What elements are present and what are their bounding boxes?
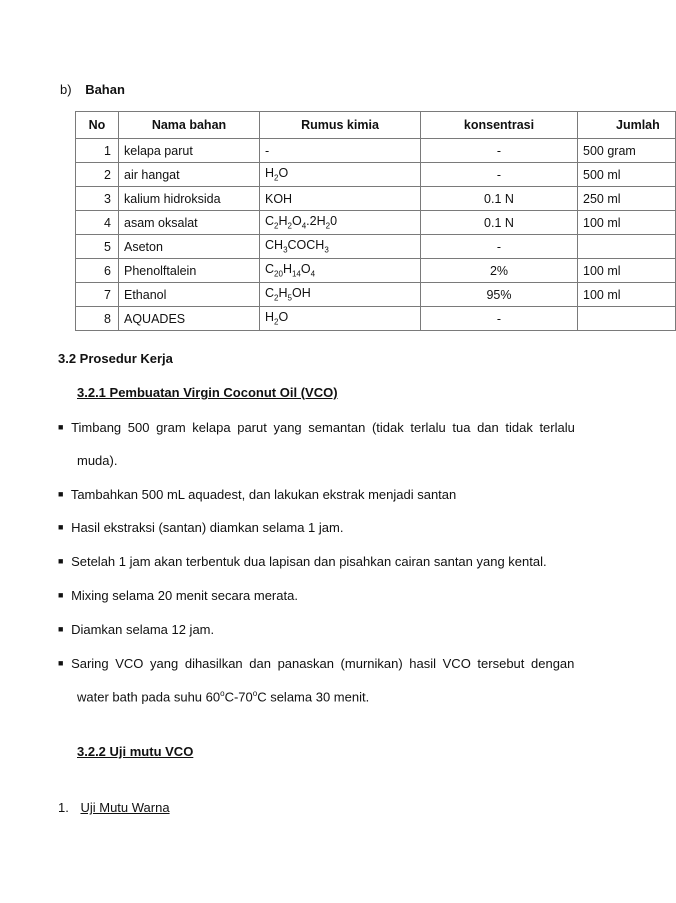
cell-jumlah: 100 ml [578, 283, 676, 307]
numbered-item-1 [58, 800, 170, 815]
step-1 [58, 420, 575, 435]
cell-nama: air hangat [119, 163, 260, 187]
cell-no: 8 [76, 307, 119, 331]
bahan-table [75, 111, 676, 331]
cell-jumlah: 250 ml [578, 187, 676, 211]
cell-kons: - [421, 163, 578, 187]
subheading-uji-mutu: 3.2.2 Uji mutu VCO [77, 744, 194, 759]
step-text: Tambahkan 500 mL aquadest, dan lakukan ekstrak menjadi santan [70, 487, 457, 502]
step-text: Saring VCO yang dihasilkan dan panaskan (murnikan) hasil VCO tersebut dengan [71, 656, 575, 671]
table-header-row [76, 112, 676, 139]
cell-no: 1 [76, 139, 119, 163]
step-5 [58, 588, 298, 603]
cell-kons: 0.1 N [421, 187, 578, 211]
bullet-icon: ■ [58, 422, 64, 432]
cell-kons: 2% [421, 259, 578, 283]
cell-rumus: $H_2O$ [260, 163, 421, 187]
cell-kons: - [421, 139, 578, 163]
header-no: No [76, 112, 119, 139]
step-7-cont: water bath pada suhu 60$^o$C-70$^o$C selama 30 menit. [77, 689, 370, 705]
cell-nama: AQUADES [119, 307, 260, 331]
bullet-icon: ■ [58, 556, 64, 566]
table-row [76, 283, 676, 307]
cell-rumus: KOH [260, 187, 421, 211]
subheading-vco: 3.2.1 Pembuatan Virgin Coconut Oil (VCO) [77, 385, 338, 400]
cell-kons: - [421, 307, 578, 331]
step-1-cont: muda). [77, 453, 118, 468]
table-row [76, 235, 676, 259]
step-6 [58, 622, 214, 637]
table-row [76, 211, 676, 235]
cell-rumus: $C_2H_2O_4.2H_20$ [260, 211, 421, 235]
header-konsentrasi: konsentrasi [421, 112, 578, 139]
cell-jumlah [578, 235, 676, 259]
table-row [76, 163, 676, 187]
step-3 [58, 520, 343, 535]
section-b-title: Bahan [85, 82, 125, 97]
cell-nama: Ethanol [119, 283, 260, 307]
cell-kons: - [421, 235, 578, 259]
step-text: Mixing selama 20 menit secara merata. [71, 588, 298, 603]
cell-no: 7 [76, 283, 119, 307]
cell-nama: Aseton [119, 235, 260, 259]
cell-rumus: $H_2O$ [260, 307, 421, 331]
cell-kons: 0.1 N [421, 211, 578, 235]
cell-jumlah: 500 gram [578, 139, 676, 163]
header-rumus-kimia: Rumus kimia [260, 112, 421, 139]
cell-no: 5 [76, 235, 119, 259]
cell-nama: kelapa parut [119, 139, 260, 163]
cell-no: 3 [76, 187, 119, 211]
step-2 [58, 487, 456, 502]
step-4 [58, 554, 547, 569]
table-row [76, 307, 676, 331]
step-text: Hasil ekstraksi (santan) diamkan selama 1 jam. [71, 520, 344, 535]
table-row [76, 187, 676, 211]
table-row [76, 259, 676, 283]
step-text: Setelah 1 jam akan terbentuk dua lapisan dan pisahkan cairan santan yang kental. [71, 554, 547, 569]
section-b-heading [60, 82, 125, 97]
step-7 [58, 656, 574, 671]
bullet-icon: ■ [58, 624, 64, 634]
step-text: Timbang 500 gram kelapa parut yang semantan (tidak terlalu tua dan tidak terlalu [71, 420, 575, 435]
cell-no: 2 [76, 163, 119, 187]
cell-jumlah [578, 307, 676, 331]
header-nama-bahan: Nama bahan [119, 112, 260, 139]
item-number: 1. [58, 800, 69, 815]
cell-jumlah: 100 ml [578, 259, 676, 283]
prosedur-heading: 3.2 Prosedur Kerja [58, 351, 173, 366]
cell-rumus: - [260, 139, 421, 163]
cell-kons: 95% [421, 283, 578, 307]
cell-jumlah: 500 ml [578, 163, 676, 187]
header-jumlah: Jumlah [578, 112, 676, 139]
cell-no: 6 [76, 259, 119, 283]
cell-nama: kalium hidroksida [119, 187, 260, 211]
item-text: Uji Mutu Warna [80, 800, 170, 815]
table-row [76, 139, 676, 163]
section-b-label: b) [60, 82, 72, 97]
cell-rumus: $C_2H_5OH$ [260, 283, 421, 307]
step-text: Diamkan selama 12 jam. [71, 622, 215, 637]
cell-nama: Phenolftalein [119, 259, 260, 283]
bullet-icon: ■ [58, 658, 64, 668]
bullet-icon: ■ [58, 590, 64, 600]
cell-nama: asam oksalat [119, 211, 260, 235]
bullet-icon: ■ [58, 489, 64, 499]
bullet-icon: ■ [58, 522, 64, 532]
cell-rumus: $CH_3COCH_3$ [260, 235, 421, 259]
cell-rumus: $C_{20}H_{14}O_4$ [260, 259, 421, 283]
cell-jumlah: 100 ml [578, 211, 676, 235]
cell-no: 4 [76, 211, 119, 235]
